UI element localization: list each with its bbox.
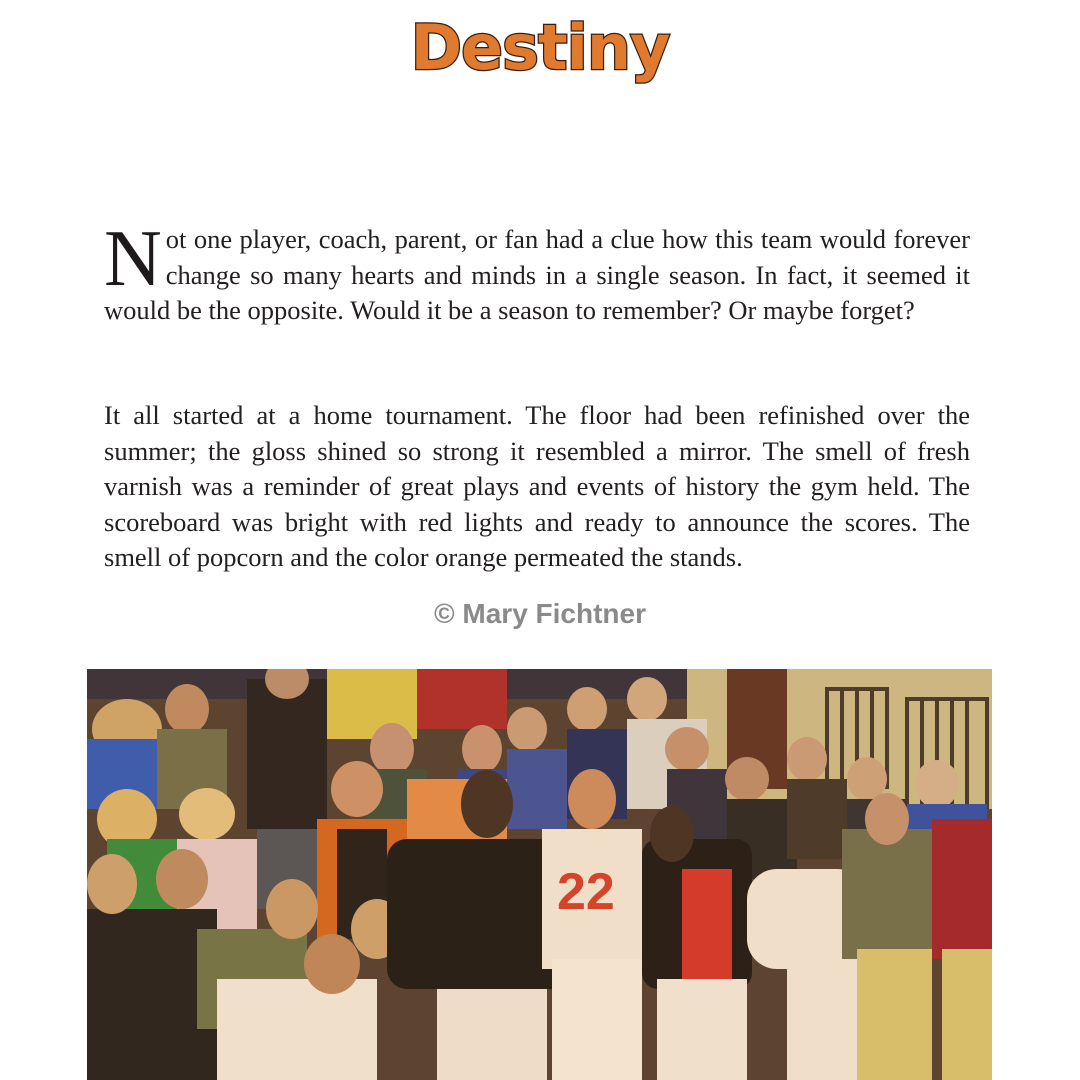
paragraph-1-text: ot one player, coach, parent, or fan had a clue how this team would forever change so many hearts and minds in a single season. In fact, it seemed it would be the opposite. Would it be a season to remember? Or maybe forget? <box>104 224 970 326</box>
drop-cap: N <box>104 215 162 303</box>
paragraph-1 <box>104 215 970 329</box>
paragraph-2 <box>104 398 970 576</box>
team-huddle-photo <box>87 669 992 1080</box>
page-title: Destiny <box>410 11 670 84</box>
paragraph-2-text: It all started at a home tournament. The floor had been refinished over the summer; the gloss shined so strong it resembled a mirror. The smell of fresh varnish was a reminder of great plays and events of history the gym held. The scoreboard was bright with red lights and ready to announce the scores. The smell of popcorn and the color orange permeated the stands. <box>104 400 970 573</box>
jersey-number: 22 <box>557 863 615 921</box>
copyright-notice: © Mary Fichtner <box>433 598 646 629</box>
photo-illustration <box>87 669 992 1080</box>
